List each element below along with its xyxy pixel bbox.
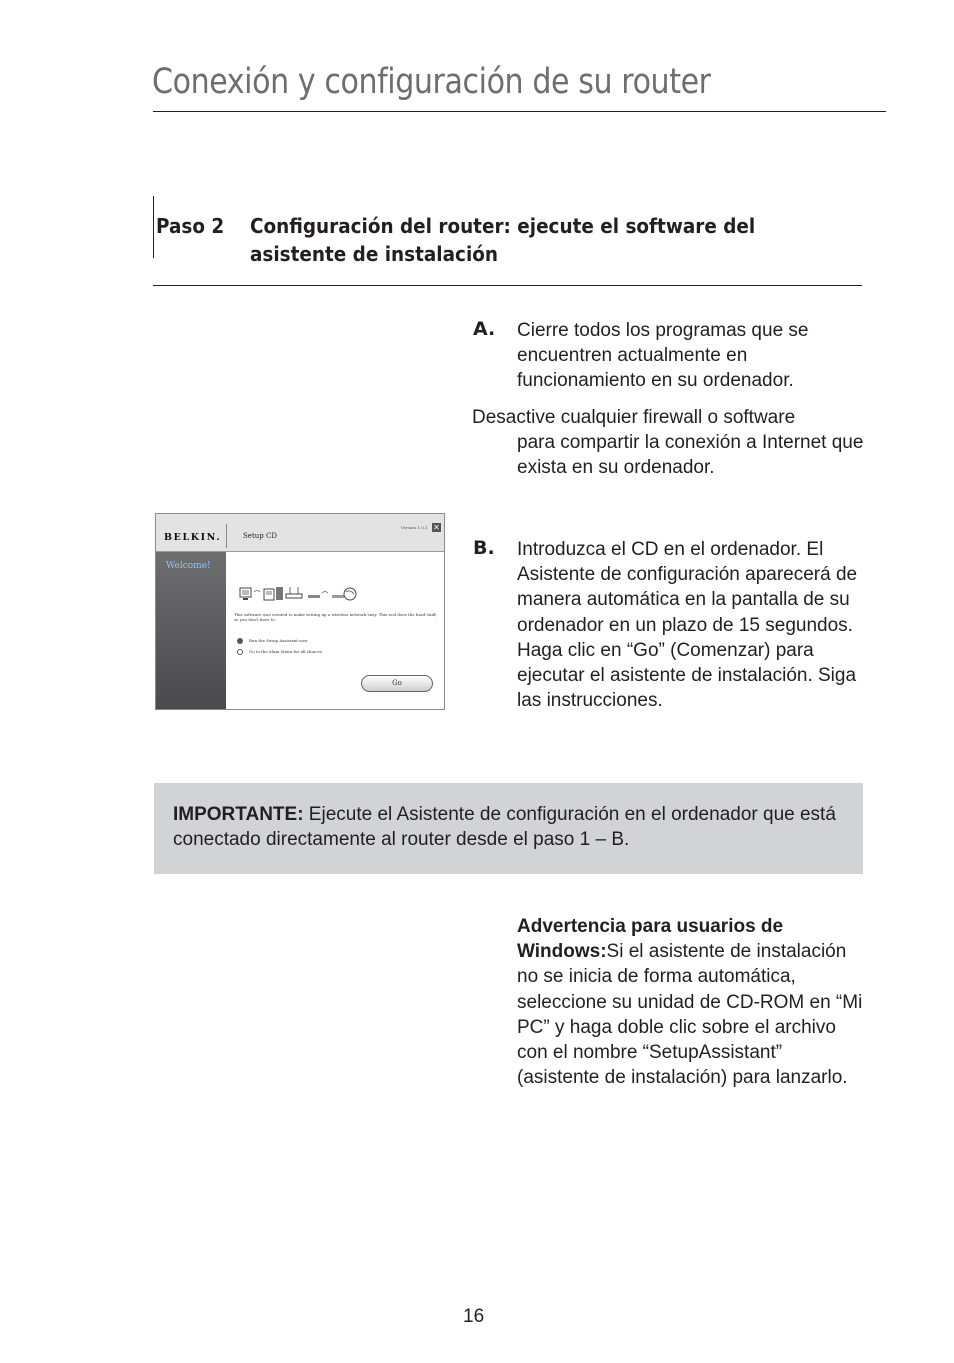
item-b-text: Introduzca el CD en el ordenador. El Asistente de configuración aparecerá de manera automática en la pantalla de su ordenador en un plazo de 15 segundos. Haga clic en “Go” (Comenzar) para ejecutar el asistente de instalación. Siga las instrucciones. (517, 539, 858, 712)
page-number: 16 (463, 1306, 485, 1327)
firewall-rest: para compartir la conexión a Internet que exista en su ordenador. (517, 432, 864, 479)
screenshot-description: This software was created to make setting up a wireless network easy. This tool does the hard stuff, so you don't have to. (234, 612, 437, 622)
radio-unselected-icon (237, 649, 243, 655)
setup-cd-screenshot (155, 513, 445, 710)
screenshot-option-menu (237, 649, 322, 655)
screenshot-welcome: Welcome! (166, 561, 211, 571)
item-a-letter: A. (473, 318, 496, 340)
close-icon: ✕ (433, 523, 440, 532)
screenshot-title: Setup CD (243, 532, 277, 540)
step-title: Configuración del router: ejecute el software del asistente de instalación (250, 214, 756, 266)
belkin-logo: BELKIN. (164, 532, 222, 543)
screenshot-option-menu-label: Go to the Main Menu for all choices (249, 649, 322, 654)
warning-label: Advertencia para usuarios de Windows: (517, 916, 784, 963)
important-body: Ejecute el Asistente de configuración en el ordenador que está conectado directamente al router desde el paso 1 – B. (173, 804, 836, 851)
warning-body: Si el asistente de instalación no se inicia de forma automática, seleccione su unidad de CD-ROM en “Mi PC” y haga doble clic sobre el archivo con el nombre “SetupAssistant” (asistente de instalación) para lanzarlo. (517, 941, 863, 1089)
step-label: Paso 2 (156, 214, 225, 238)
screenshot-go-button: Go (361, 675, 433, 692)
item-a-text: Cierre todos los programas que se encuentren actualmente en funcionamiento en su ordenador. (517, 320, 809, 392)
firewall-paragraph (472, 405, 872, 481)
important-text (173, 802, 843, 852)
firewall-first-line: Desactive cualquier firewall o software (472, 407, 796, 428)
screenshot-option-run (237, 638, 308, 644)
windows-warning (517, 914, 867, 1090)
radio-selected-icon (237, 638, 243, 644)
screenshot-divider (226, 524, 227, 548)
header-rule (153, 111, 886, 112)
step-bar (153, 196, 154, 258)
screenshot-topbar (156, 514, 444, 552)
page-header-title: Conexión y configuración de su router (152, 62, 711, 102)
network-illustration-icon (238, 584, 358, 604)
important-label: IMPORTANTE: (173, 804, 304, 825)
step-rule (153, 285, 862, 286)
item-b-letter: B. (473, 537, 495, 559)
important-box (154, 783, 863, 874)
screenshot-option-run-label: Run the Setup Assistant now (249, 638, 308, 643)
screenshot-sidebar (156, 552, 226, 709)
screenshot-version: Version 1.0.1 (401, 525, 428, 530)
